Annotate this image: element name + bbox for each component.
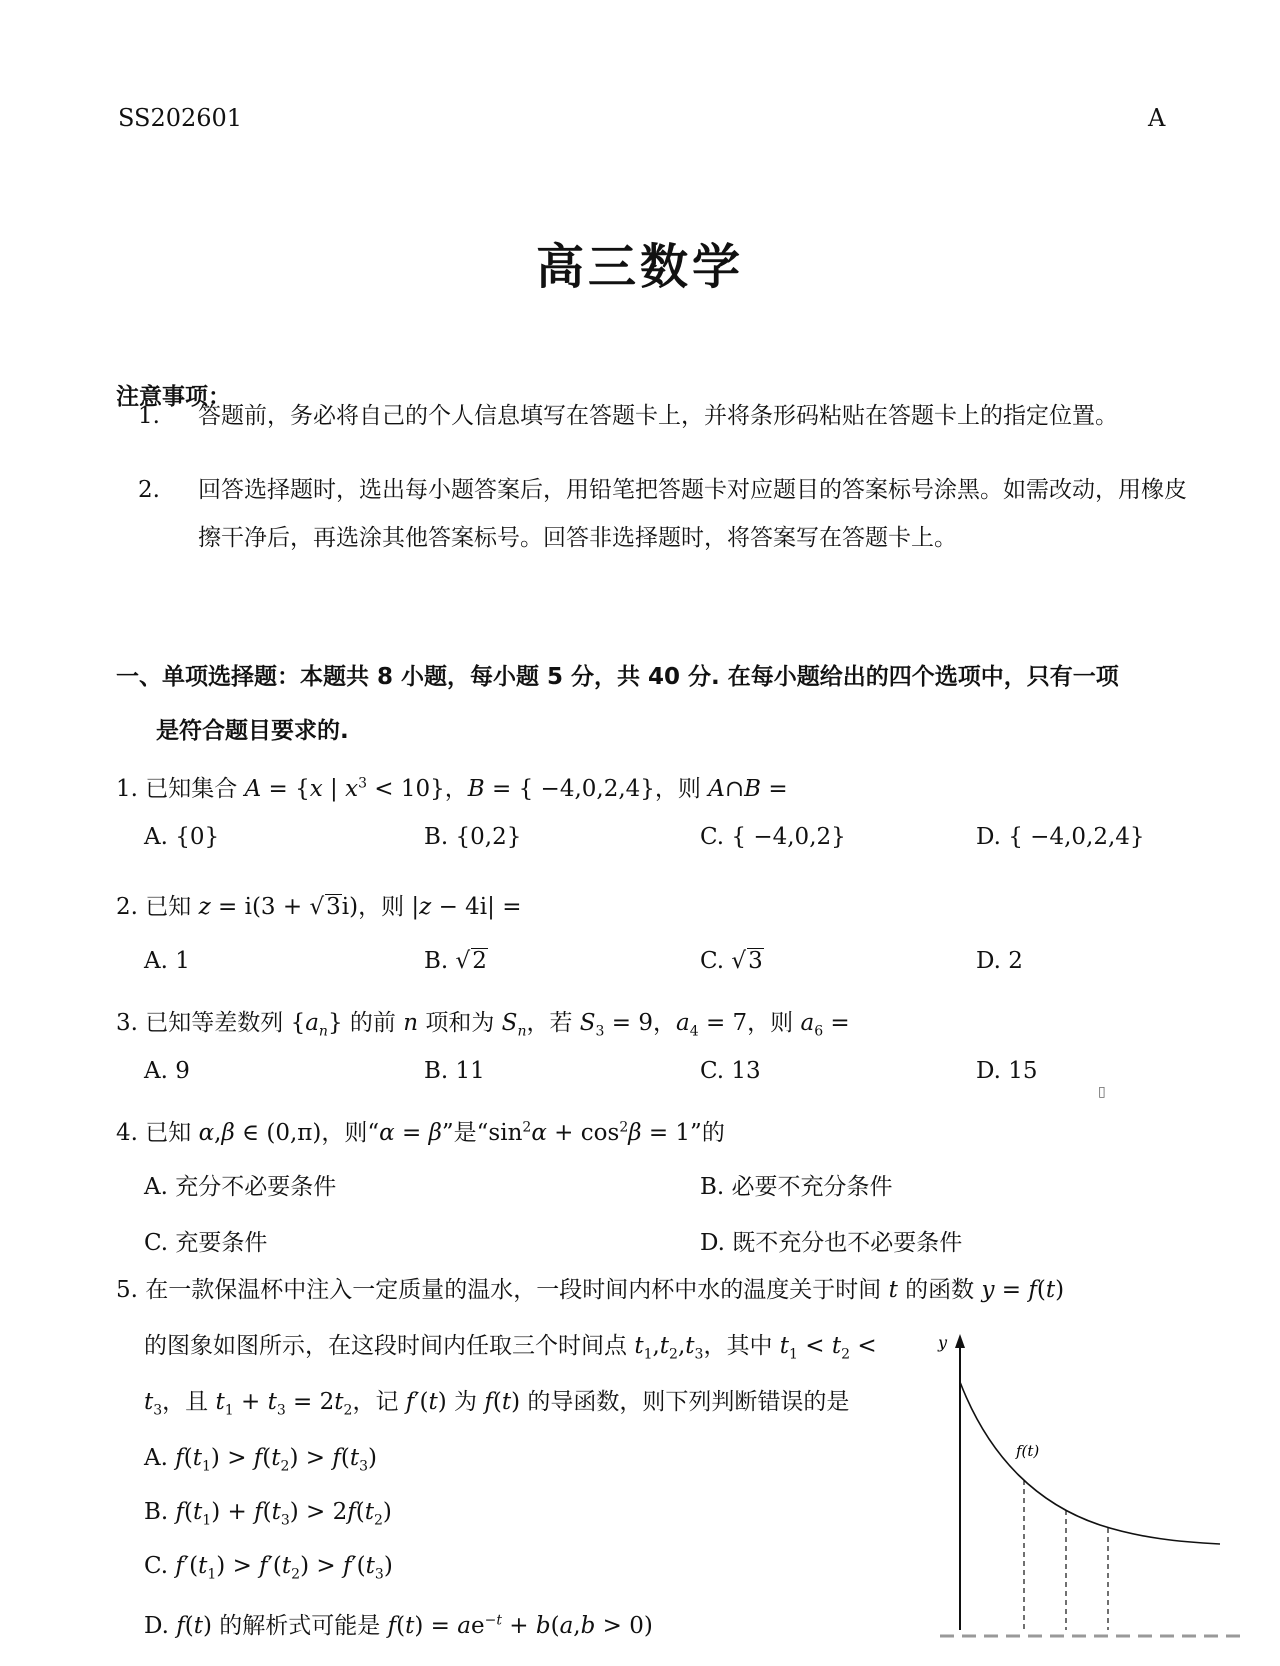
scan-mark: ▯ <box>1098 1084 1106 1100</box>
exam-code: SS202601 <box>118 104 243 132</box>
question-5-line2: 的图象如图所示，在这段时间内任取三个时间点 $t_1,t_2,t_3$，其中 $t_1 < t_2$ < <box>144 1333 877 1363</box>
question-3-option-a: A. 9 <box>144 1058 190 1084</box>
question-5-option-b: B. $f(t_1) + f(t_3) > 2f(t_2)$ <box>144 1499 392 1529</box>
question-2-option-d: D. 2 <box>976 948 1023 974</box>
question-2-stem: 2. 已知 z = i(3 + √3i)，则 |z − 4i| = <box>116 894 522 920</box>
section-heading <box>116 650 1176 758</box>
section-heading-line2: 是符合题目要求的. <box>156 718 349 744</box>
question-4-option-c: C. 充要条件 <box>144 1230 268 1256</box>
section-heading-line1: 一、单项选择题：本题共 8 小题，每小题 5 分，共 40 分. 在每小题给出的四个选项中，只有一项 <box>116 664 1119 690</box>
question-1-stem: 1. 已知集合 A = {x | $x^3 < 10$}，B = { −4,0,2,4}，则 A∩B = <box>116 775 788 802</box>
question-4-stem: 4. 已知 α,β ∈ (0,π)，则“α = β”是“$\sin^2\alpha + \cos^2\beta = 1$”的 <box>116 1119 725 1146</box>
notice-heading: 注意事项： <box>116 384 231 410</box>
question-5-line3: $t_3$，且 $t_1 + t_3 = 2t_2$，记 f′(t) 为 f(t) 的导函数，则下列判断错误的是 <box>144 1389 850 1419</box>
exam-version: A <box>1148 104 1166 132</box>
question-2-option-c: C. √3 <box>700 948 763 974</box>
question-4-option-a: A. 充分不必要条件 <box>144 1174 337 1200</box>
question-3-stem: 3. 已知等差数列 $\{a_n\}$ 的前 n 项和为 $S_n$，若 $S_3 = 9$，$a_4 = 7$，则 $a_6$ = <box>116 1010 850 1040</box>
notice-item-text: 答题前，务必将自己的个人信息填写在答题卡上，并将条形码粘贴在答题卡上的指定位置。 <box>198 403 1118 429</box>
question-3-option-c: C. 13 <box>700 1058 761 1084</box>
y-axis-label: y <box>938 1333 948 1352</box>
notice-item-text: 回答选择题时，选出每小题答案后，用铅笔把答题卡对应题目的答案标号涂黑。如需改动，用橡皮擦干净后，再选涂其他答案标号。回答非选择题时，将答案写在答题卡上。 <box>198 477 1187 551</box>
notice-item-number: 2. <box>138 477 160 503</box>
question-2-option-b: B. √2 <box>424 948 487 974</box>
question-1-option-a: A. {0} <box>144 824 220 850</box>
question-5-line1: 5. 在一款保温杯中注入一定质量的温水，一段时间内杯中水的温度关于时间 t 的函数 y = f(t) <box>116 1277 1065 1303</box>
question-4-option-d: D. 既不充分也不必要条件 <box>700 1230 963 1256</box>
question-1-option-c: C. { −4,0,2} <box>700 824 846 850</box>
question-1-option-b: B. {0,2} <box>424 824 522 850</box>
question-3-option-d: D. 15 <box>976 1058 1038 1084</box>
notice-item-number: 1. <box>138 403 160 429</box>
question-2-option-a: A. 1 <box>144 948 190 974</box>
question-5-option-c: C. $f'(t_1) > f'(t_2) > f'(t_3)$ <box>144 1553 393 1583</box>
question-5-graph <box>920 1330 1240 1650</box>
question-3-option-b: B. 11 <box>424 1058 485 1084</box>
notice-item-2 <box>138 466 1198 562</box>
question-4-option-b: B. 必要不充分条件 <box>700 1174 893 1200</box>
y-axis-arrow-icon <box>955 1334 965 1348</box>
f-t-curve <box>960 1382 1220 1544</box>
question-5-option-d: D. f(t) 的解析式可能是 $f(t) = ae^{-t} + b(a,b > 0)$ <box>144 1612 653 1639</box>
question-5-option-a: A. $f(t_1) > f(t_2) > f(t_3)$ <box>144 1445 377 1475</box>
curve-label: f(t) <box>1016 1442 1040 1460</box>
question-1-option-d: D. { −4,0,2,4} <box>976 824 1145 850</box>
page-title: 高三数学 <box>535 239 744 295</box>
